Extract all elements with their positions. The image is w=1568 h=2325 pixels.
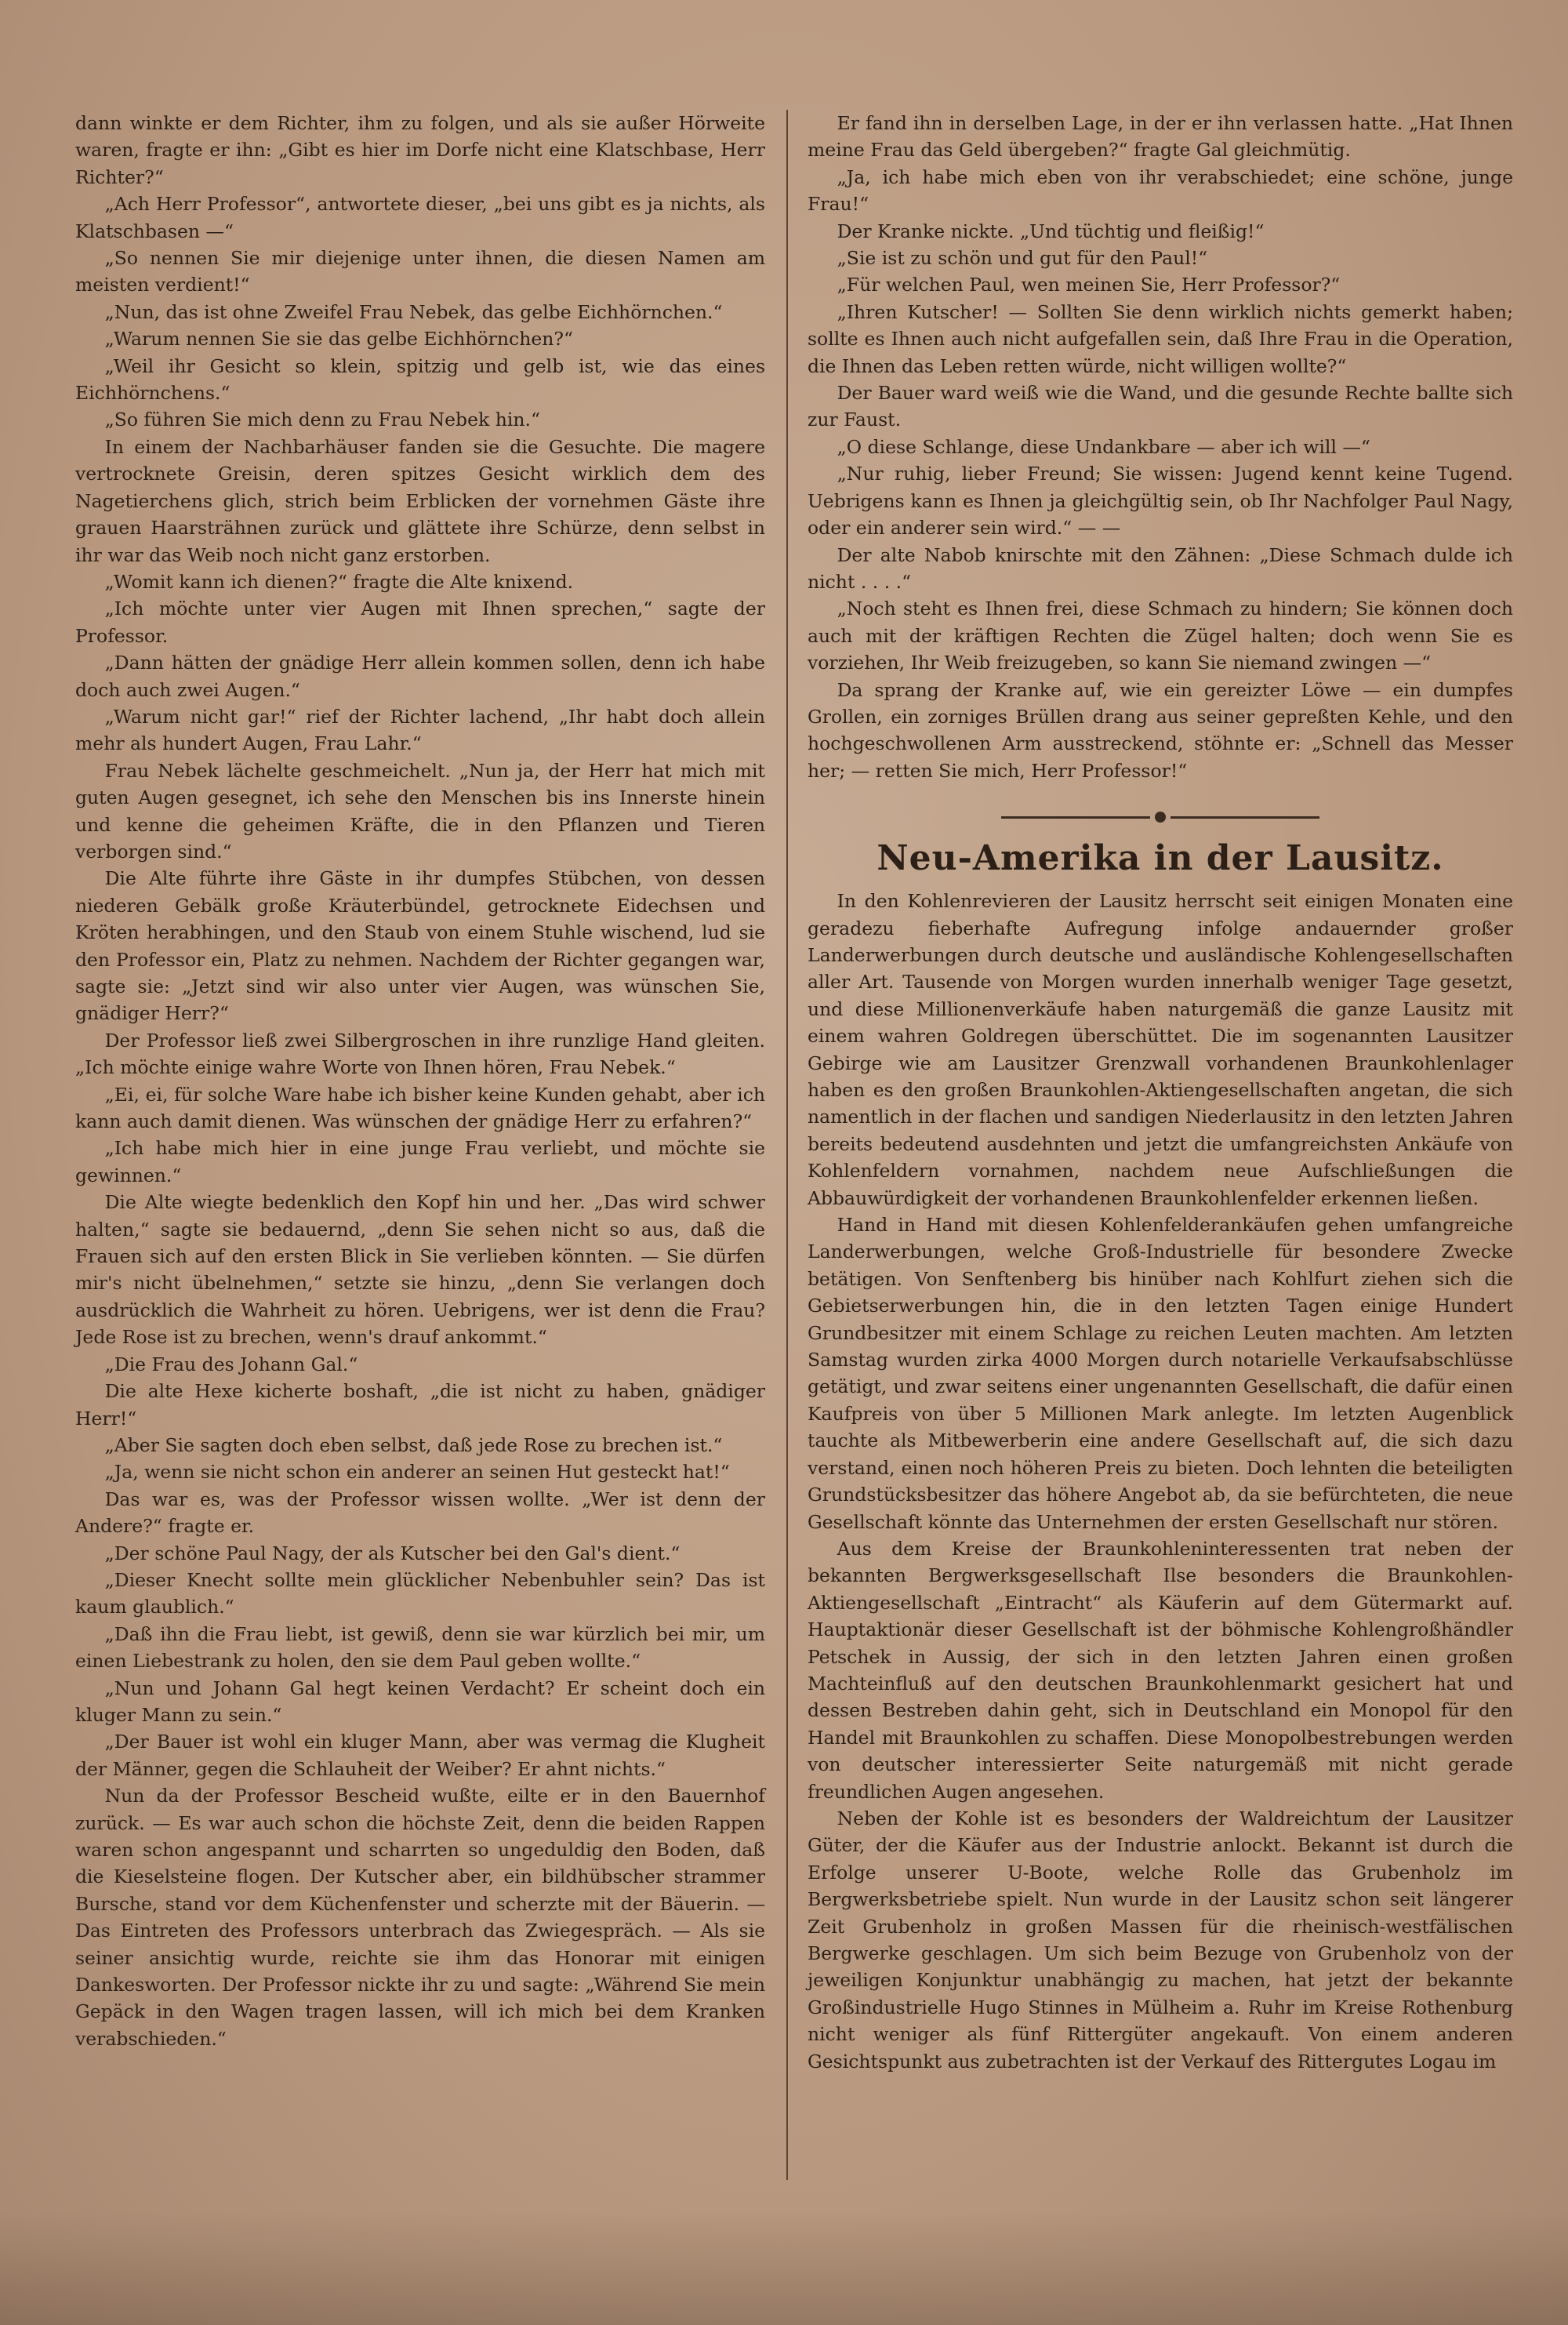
article-title: Neu-Amerika in der Lausitz. bbox=[877, 838, 1444, 879]
right-column bbox=[808, 110, 1513, 2075]
paragraph: Die Alte führte ihre Gäste in ihr dumpfes Stübchen, von dessen niederen Gebälk große Kräuterbündel, getrocknete Eidechsen und Kröten herabhingen, und den Staub von einem Stuhle wischend, lud sie den Professor ein, Platz zu nehmen. Nachdem der Richter gegangen war, sagte sie: „Jetzt sind wir also unter vier Augen, was wünschen Sie, gnädiger Herr?“ bbox=[75, 867, 765, 1025]
paragraph: „So führen Sie mich denn zu Frau Nebek hin.“ bbox=[104, 409, 540, 431]
paragraph: „Ja, wenn sie nicht schon ein anderer an seinen Hut gesteckt hat!“ bbox=[104, 1461, 730, 1484]
paragraph: „Weil ihr Gesicht so klein, spitzig und gelb ist, wie das eines Eichhörnchens.“ bbox=[75, 354, 765, 405]
paragraph: „Dieser Knecht sollte mein glücklicher Nebenbuhler sein? Das ist kaum glaublich.“ bbox=[75, 1568, 765, 1618]
paragraph: „Warum nennen Sie sie das gelbe Eichhörnchen?“ bbox=[104, 328, 573, 351]
section-ornament bbox=[808, 801, 1513, 833]
paragraph: Frau Nebek lächelte geschmeichelt. „Nun ja, der Herr hat mich mit guten Augen gesegnet, ich sehe den Menschen bis ins Innerste hinein und kenne die geheimen Kräfte, die in den Pflanzen und Tieren verborgen sind.“ bbox=[75, 759, 765, 863]
paragraph: „Der schöne Paul Nagy, der als Kutscher bei den Gal's dient.“ bbox=[104, 1542, 681, 1564]
paragraph: Neben der Kohle ist es besonders der Waldreichtum der Lausitzer Güter, der die Käufer aus der Industrie anlockt. Bekannt ist durch die Erfolge unserer U-Boote, welche Rolle das Grubenholz im Bergwerksbetriebe spielt. Nun wurde in der Lausitz schon seit längerer Zeit Grubenholz in großen Massen für die rheinisch-westfälischen Bergwerke geschlagen. Um sich beim Bezuge von Grubenholz von der jeweiligen Konjunktur unabhängig zu machen, hat jetzt der bekannte Großindustrielle Hugo Stinnes in Mülheim a. Ruhr im Kreise Rothenburg nicht weniger als fünf Rittergüter angekauft. Von einem anderen Gesichtspunkt aus zubetrachten ist der Verkauf des Rittergutes Logau im bbox=[808, 1807, 1513, 2073]
paragraph: „O diese Schlange, diese Undankbare — aber ich will —“ bbox=[837, 435, 1370, 458]
paragraph: „Ich möchte unter vier Augen mit Ihnen sprechen,“ sagte der Professor. bbox=[75, 598, 765, 647]
paragraph: „Nun und Johann Gal hegt keinen Verdacht? Er scheint doch ein kluger Mann zu sein.“ bbox=[75, 1677, 765, 1726]
paragraph: „Ihren Kutscher! — Sollten Sie denn wirklich nichts gemerkt haben; sollte es Ihnen auch nicht aufgefallen sein, daß Ihre Frau in die Operation, die Ihnen das Leben retten würde, nicht willigen wollte?“ bbox=[808, 300, 1513, 377]
left-column bbox=[75, 110, 765, 2052]
ornament-rule-right bbox=[1171, 816, 1319, 819]
paragraph: „Der Bauer ist wohl ein kluger Mann, aber was vermag die Klugheit der Männer, gegen die Schlauheit der Weiber? Er ahnt nichts.“ bbox=[75, 1731, 765, 1780]
paragraph: „Dann hätten der gnädige Herr allein kommen sollen, denn ich habe doch auch zwei Augen.“ bbox=[75, 652, 765, 701]
paragraph: Der alte Nabob knirschte mit den Zähnen: „Diese Schmach dulde ich nicht . . . .“ bbox=[808, 543, 1513, 593]
paragraph: Aus dem Kreise der Braunkohleninteressenten trat neben der bekannten Bergwerksgesellschaft Ilse besonders die Braunkohlen-Aktiengesellschaft „Eintracht“ als Käuferin auf dem Gütermarkt auf. Hauptaktionär dieser Gesellschaft ist der böhmische Kohlengroßhändler Petschek in Aussig, der sich in den letzten Jahren einen großen Machteinfluß auf den deutschen Braunkohlenmarkt gesichert hat und dessen Bestreben dahin geht, sich in Deutschland ein Monopol für den Handel mit Braunkohlen zu schaffen. Diese Monopolbestrebungen werden von deutscher interessierter Seite naturgemäß mit nicht gerade freundlichen Augen angesehen. bbox=[808, 1537, 1513, 1803]
paragraph: Da sprang der Kranke auf, wie ein gereizter Löwe — ein dumpfes Grollen, ein zorniges Brüllen drang aus seiner gepreßten Kehle, und den hochgeschwollenen Arm ausstreckend, stöhnte er: „Schnell das Messer her; — retten Sie mich, Herr Professor!“ bbox=[808, 678, 1513, 782]
paragraph: Die Alte wiegte bedenklich den Kopf hin und her. „Das wird schwer halten,“ sagte sie bedauernd, „denn Sie sehen nicht so aus, daß die Frauen sich auf den ersten Blick in Sie verlieben könnten. — Sie dürfen mir's nicht übelnehmen,“ setzte sie hinzu, „denn Sie verlangen doch ausdrücklich die Wahrheit zu hören. Uebrigens, wer ist denn die Frau? Jede Rose ist zu brechen, wenn's drauf ankommt.“ bbox=[75, 1191, 765, 1349]
page-bottom-shadow bbox=[0, 2211, 1568, 2325]
paragraph: „Für welchen Paul, wen meinen Sie, Herr Professor?“ bbox=[837, 274, 1341, 296]
paragraph: Nun da der Professor Bescheid wußte, eilte er in den Bauernhof zurück. — Es war auch schon die höchste Zeit, denn die beiden Rappen waren schon angespannt und scharrten so ungeduldig den Boden, daß die Kieselsteine flogen. Der Kutscher aber, ein bildhübscher strammer Bursche, stand vor dem Küchenfenster und scherzte mit der Bäuerin. — Das Eintreten des Professors unterbrach das Zwiegespräch. — Als sie seiner ansichtig wurde, reichte sie ihm das Honorar mit einigen Dankesworten. Der Professor nickte ihr zu und sagte: „Während Sie mein Gepäck in den Wagen tragen lassen, will ich mich bei dem Kranken verabschieden.“ bbox=[75, 1785, 765, 2050]
paragraph: Der Kranke nickte. „Und tüchtig und fleißig!“ bbox=[837, 220, 1265, 242]
paragraph: „Ei, ei, für solche Ware habe ich bisher keine Kunden gehabt, aber ich kann auch damit dienen. Was wünschen der gnädige Herr zu erfahren?“ bbox=[75, 1083, 765, 1133]
paragraph: „Nun, das ist ohne Zweifel Frau Nebek, das gelbe Eichhörnchen.“ bbox=[104, 300, 723, 323]
paragraph: „Sie ist zu schön und gut für den Paul!“ bbox=[837, 247, 1208, 270]
paragraph: „Ich habe mich hier in eine junge Frau verliebt, und möchte sie gewinnen.“ bbox=[75, 1137, 765, 1186]
paragraph: „Die Frau des Johann Gal.“ bbox=[104, 1353, 358, 1375]
paragraph: Hand in Hand mit diesen Kohlenfelderankäufen gehen umfangreiche Landerwerbungen, welche Groß-Industrielle für besondere Zwecke betätigen. Von Senftenberg bis hinüber nach Kohlfurt ziehen sich die Gebietserwerbungen hin, die in den letzten Tagen einige Hundert Grundbesitzer mit einem Schlage zu reichen Leuten machten. Am letzten Samstag wurden zirka 4000 Morgen durch notarielle Verkaufsabschlüsse getätigt, und zwar seitens einer ungenannten Gesellschaft, die dafür einen Kaufpreis von über 5 Millionen Mark anlegte. Im letzten Augenblick tauchte als Mitbewerberin eine andere Gesellschaft auf, die sich dazu verstand, einen noch höheren Preis zu bieten. Doch lehnten die beteiligten Grundstücksbesitzer das höhere Angebot ab, da sie befürchteten, die neue Gesellschaft könnte das Unternehmen der ersten Gesellschaft nur stören. bbox=[808, 1214, 1513, 1533]
ornament-dot bbox=[1155, 812, 1166, 823]
paragraph: „Womit kann ich dienen?“ fragte die Alte knixend. bbox=[104, 570, 574, 593]
paragraph: „Daß ihn die Frau liebt, ist gewiß, denn sie war kürzlich bei mir, um einen Liebestrank zu holen, den sie dem Paul geben wollte.“ bbox=[75, 1622, 765, 1673]
paragraph: „Ach Herr Professor“, antwortete dieser, „bei uns gibt es ja nichts, als Klatschbasen —“ bbox=[75, 193, 765, 242]
paragraph: Der Bauer ward weiß wie die Wand, und die gesunde Rechte ballte sich zur Faust. bbox=[808, 382, 1513, 431]
ornament-rule-left bbox=[1001, 816, 1150, 819]
paragraph: „Aber Sie sagten doch eben selbst, daß jede Rose zu brechen ist.“ bbox=[104, 1433, 723, 1456]
column-divider bbox=[786, 110, 788, 2180]
paragraph: „Warum nicht gar!“ rief der Richter lachend, „Ihr habt doch allein mehr als hundert Augen, Frau Lahr.“ bbox=[75, 705, 765, 755]
paragraph: Das war es, was der Professor wissen wollte. „Wer ist denn der Andere?“ fragte er. bbox=[75, 1488, 765, 1538]
paragraph: Er fand ihn in derselben Lage, in der er ihn verlassen hatte. „Hat Ihnen meine Frau das Geld übergeben?“ fragte Gal gleichmütig. bbox=[808, 112, 1513, 162]
paragraph: dann winkte er dem Richter, ihm zu folgen, und als sie außer Hörweite waren, fragte er ihn: „Gibt es hier im Dorfe nicht eine Klatschbase, Herr Richter?“ bbox=[75, 112, 765, 188]
paragraph: „Nur ruhig, lieber Freund; Sie wissen: Jugend kennt keine Tugend. Uebrigens kann es Ihnen ja gleichgültig sein, ob Ihr Nachfolger Paul Nagy, oder ein anderer sein wird.“ — — bbox=[808, 463, 1513, 539]
paragraph: Der Professor ließ zwei Silbergroschen in ihre runzlige Hand gleiten. „Ich möchte einige wahre Worte von Ihnen hören, Frau Nebek.“ bbox=[75, 1029, 765, 1079]
paragraph: „Noch steht es Ihnen frei, diese Schmach zu hindern; Sie können doch auch mit der kräftigen Rechten die Zügel halten; doch wenn Sie es vorziehen, Ihr Weib freizugeben, so kann Sie niemand zwingen —“ bbox=[808, 598, 1513, 674]
paragraph: In einem der Nachbarhäuser fanden sie die Gesuchte. Die magere vertrocknete Greisin, deren spitzes Gesicht wirklich dem des Nagetierchens glich, strich beim Erblicken der vornehmen Gäste ihre grauen Haarsträhnen zurück und glättete ihre Schürze, denn selbst in ihr war das Weib noch nicht ganz erstorben. bbox=[75, 435, 765, 566]
paragraph: „So nennen Sie mir diejenige unter ihnen, die diesen Namen am meisten verdient!“ bbox=[75, 247, 765, 296]
paragraph: In den Kohlenrevieren der Lausitz herrscht seit einigen Monaten eine geradezu fieberhafte Aufregung infolge andauernder großer Landerwerbungen durch deutsche und ausländische Kohlengesellschaften aller Art. Tausende von Morgen wurden innerhalb weniger Tage gesetzt, und diese Millionenverkäufe haben naturgemäß die ganze Lausitz mit einem wahren Goldregen überschüttet. Die im sogenannten Lausitzer Gebirge wie am Lausitzer Grenzwall vorhandenen Braunkohlenlager haben es den großen Braunkohlen-Aktiengesellschaften angetan, die sich namentlich in der flachen und sandigen Niederlausitz in den letzten Jahren bereits bedeutend ausdehnten und jetzt die umfangreichsten Ankäufe von Kohlenfeldern vornahmen, nachdem neue Aufschließungen die Abbauwürdigkeit der vorhandenen Braunkohlenfelder erkennen ließen. bbox=[808, 890, 1513, 1209]
paragraph: Die alte Hexe kicherte boshaft, „die ist nicht zu haben, gnädiger Herr!“ bbox=[75, 1380, 765, 1430]
paragraph: „Ja, ich habe mich eben von ihr verabschiedet; eine schöne, junge Frau!“ bbox=[808, 165, 1513, 216]
